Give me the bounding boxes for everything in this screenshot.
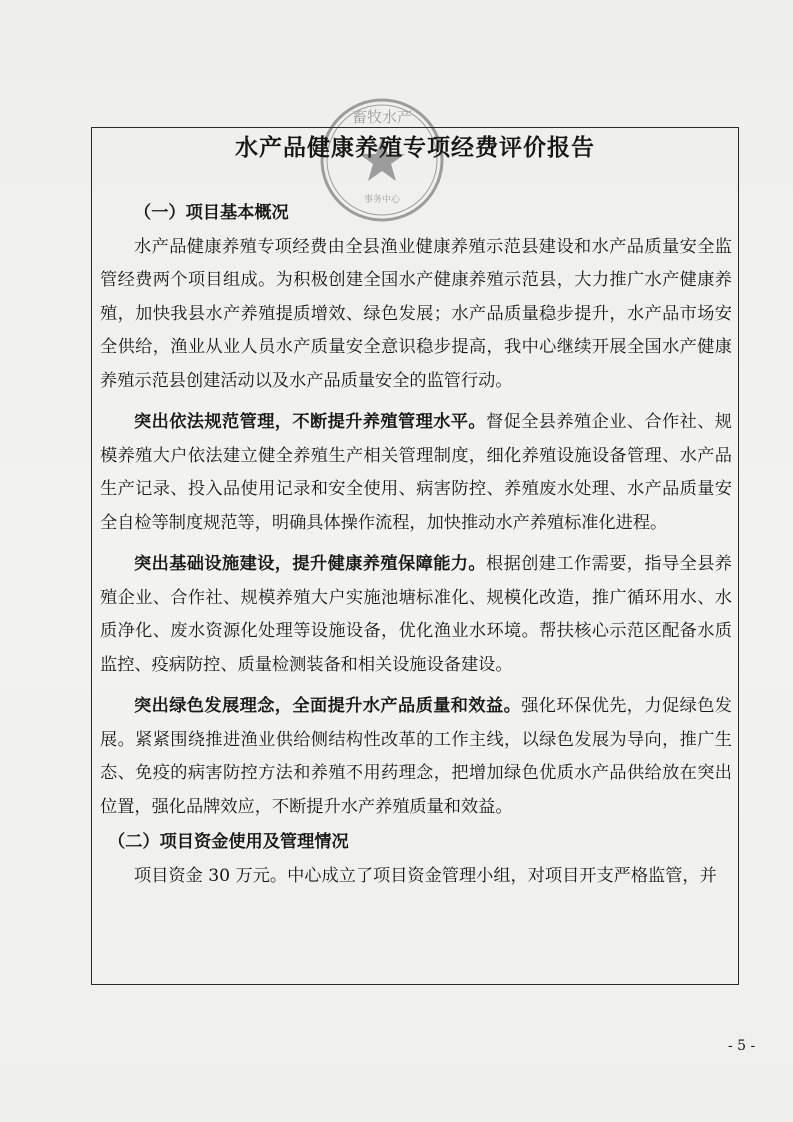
svg-text:畜牧水产: 畜牧水产 [351,108,413,126]
paragraph-lead: 突出依法规范管理，不断提升养殖管理水平。 [134,412,486,432]
section-heading-funds: （二）项目资金使用及管理情况 [108,832,349,852]
page-number: - 5 - [728,1038,756,1054]
report-title: 水产品健康养殖专项经费评价报告 [235,134,595,161]
paragraph-body: 根据创建工作需要，指导全县养殖企业、合作社、规模养殖大户实施池塘标准化、规模化改造，推广循环用水、水质净化、废水资源化处理等设施设备，优化渔业水环境。帮扶核心示范区配备水质监控、疫病防控、质量检测装备和相关设施设备建设。 [100,554,732,675]
paragraph-lead: 突出绿色发展理念，全面提升水产品质量和效益。 [134,696,522,716]
section-heading-overview: （一）项目基本概况 [134,203,289,223]
paragraph-body: 督促全县养殖企业、合作社、规模养殖大户依法建立健全养殖生产相关管理制度，细化养殖设施设备管理、水产品生产记录、投入品使用记录和安全使用、病害防控、养殖废水处理、水产品质量安全自检等制度规范等，明确具体操作流程，加快推动水产养殖标准化进程。 [100,412,732,533]
paragraph-lead: 突出基础设施建设，提升健康养殖保障能力。 [134,554,486,574]
report-body [100,197,732,893]
paragraph-infrastructure [100,548,732,682]
intro-paragraph: 水产品健康养殖专项经费由全县渔业健康养殖示范县建设和水产品质量安全监管经费两个项目组成。为积极创建全国水产健康养殖示范县，大力推广水产健康养殖，加快我县水产养殖提质增效、绿色发展；水产品质量稳步提升，水产品市场安全供给，渔业从业人员水产质量安全意识稳步提高，我中心继续开展全国水产健康养殖示范县创建活动以及水产品质量安全的监管行动。 [100,236,732,391]
funds-paragraph: 项目资金 30 万元。中心成立了项目资金管理小组，对项目开支严格监管，并 [134,865,717,886]
svg-text:事务中心: 事务中心 [363,195,401,205]
paragraph-body: 强化环保优先，力促绿色发展。紧紧围绕推进渔业供给侧结构性改革的工作主线，以绿色发展为导向，推广生态、免疫的病害防控方法和养殖不用药理念，把增加绿色优质水产品供给放在突出位置，强化品牌效应，不断提升水产养殖质量和效益。 [100,696,732,817]
paragraph-management [100,406,732,540]
paragraph-green-development [100,690,732,824]
